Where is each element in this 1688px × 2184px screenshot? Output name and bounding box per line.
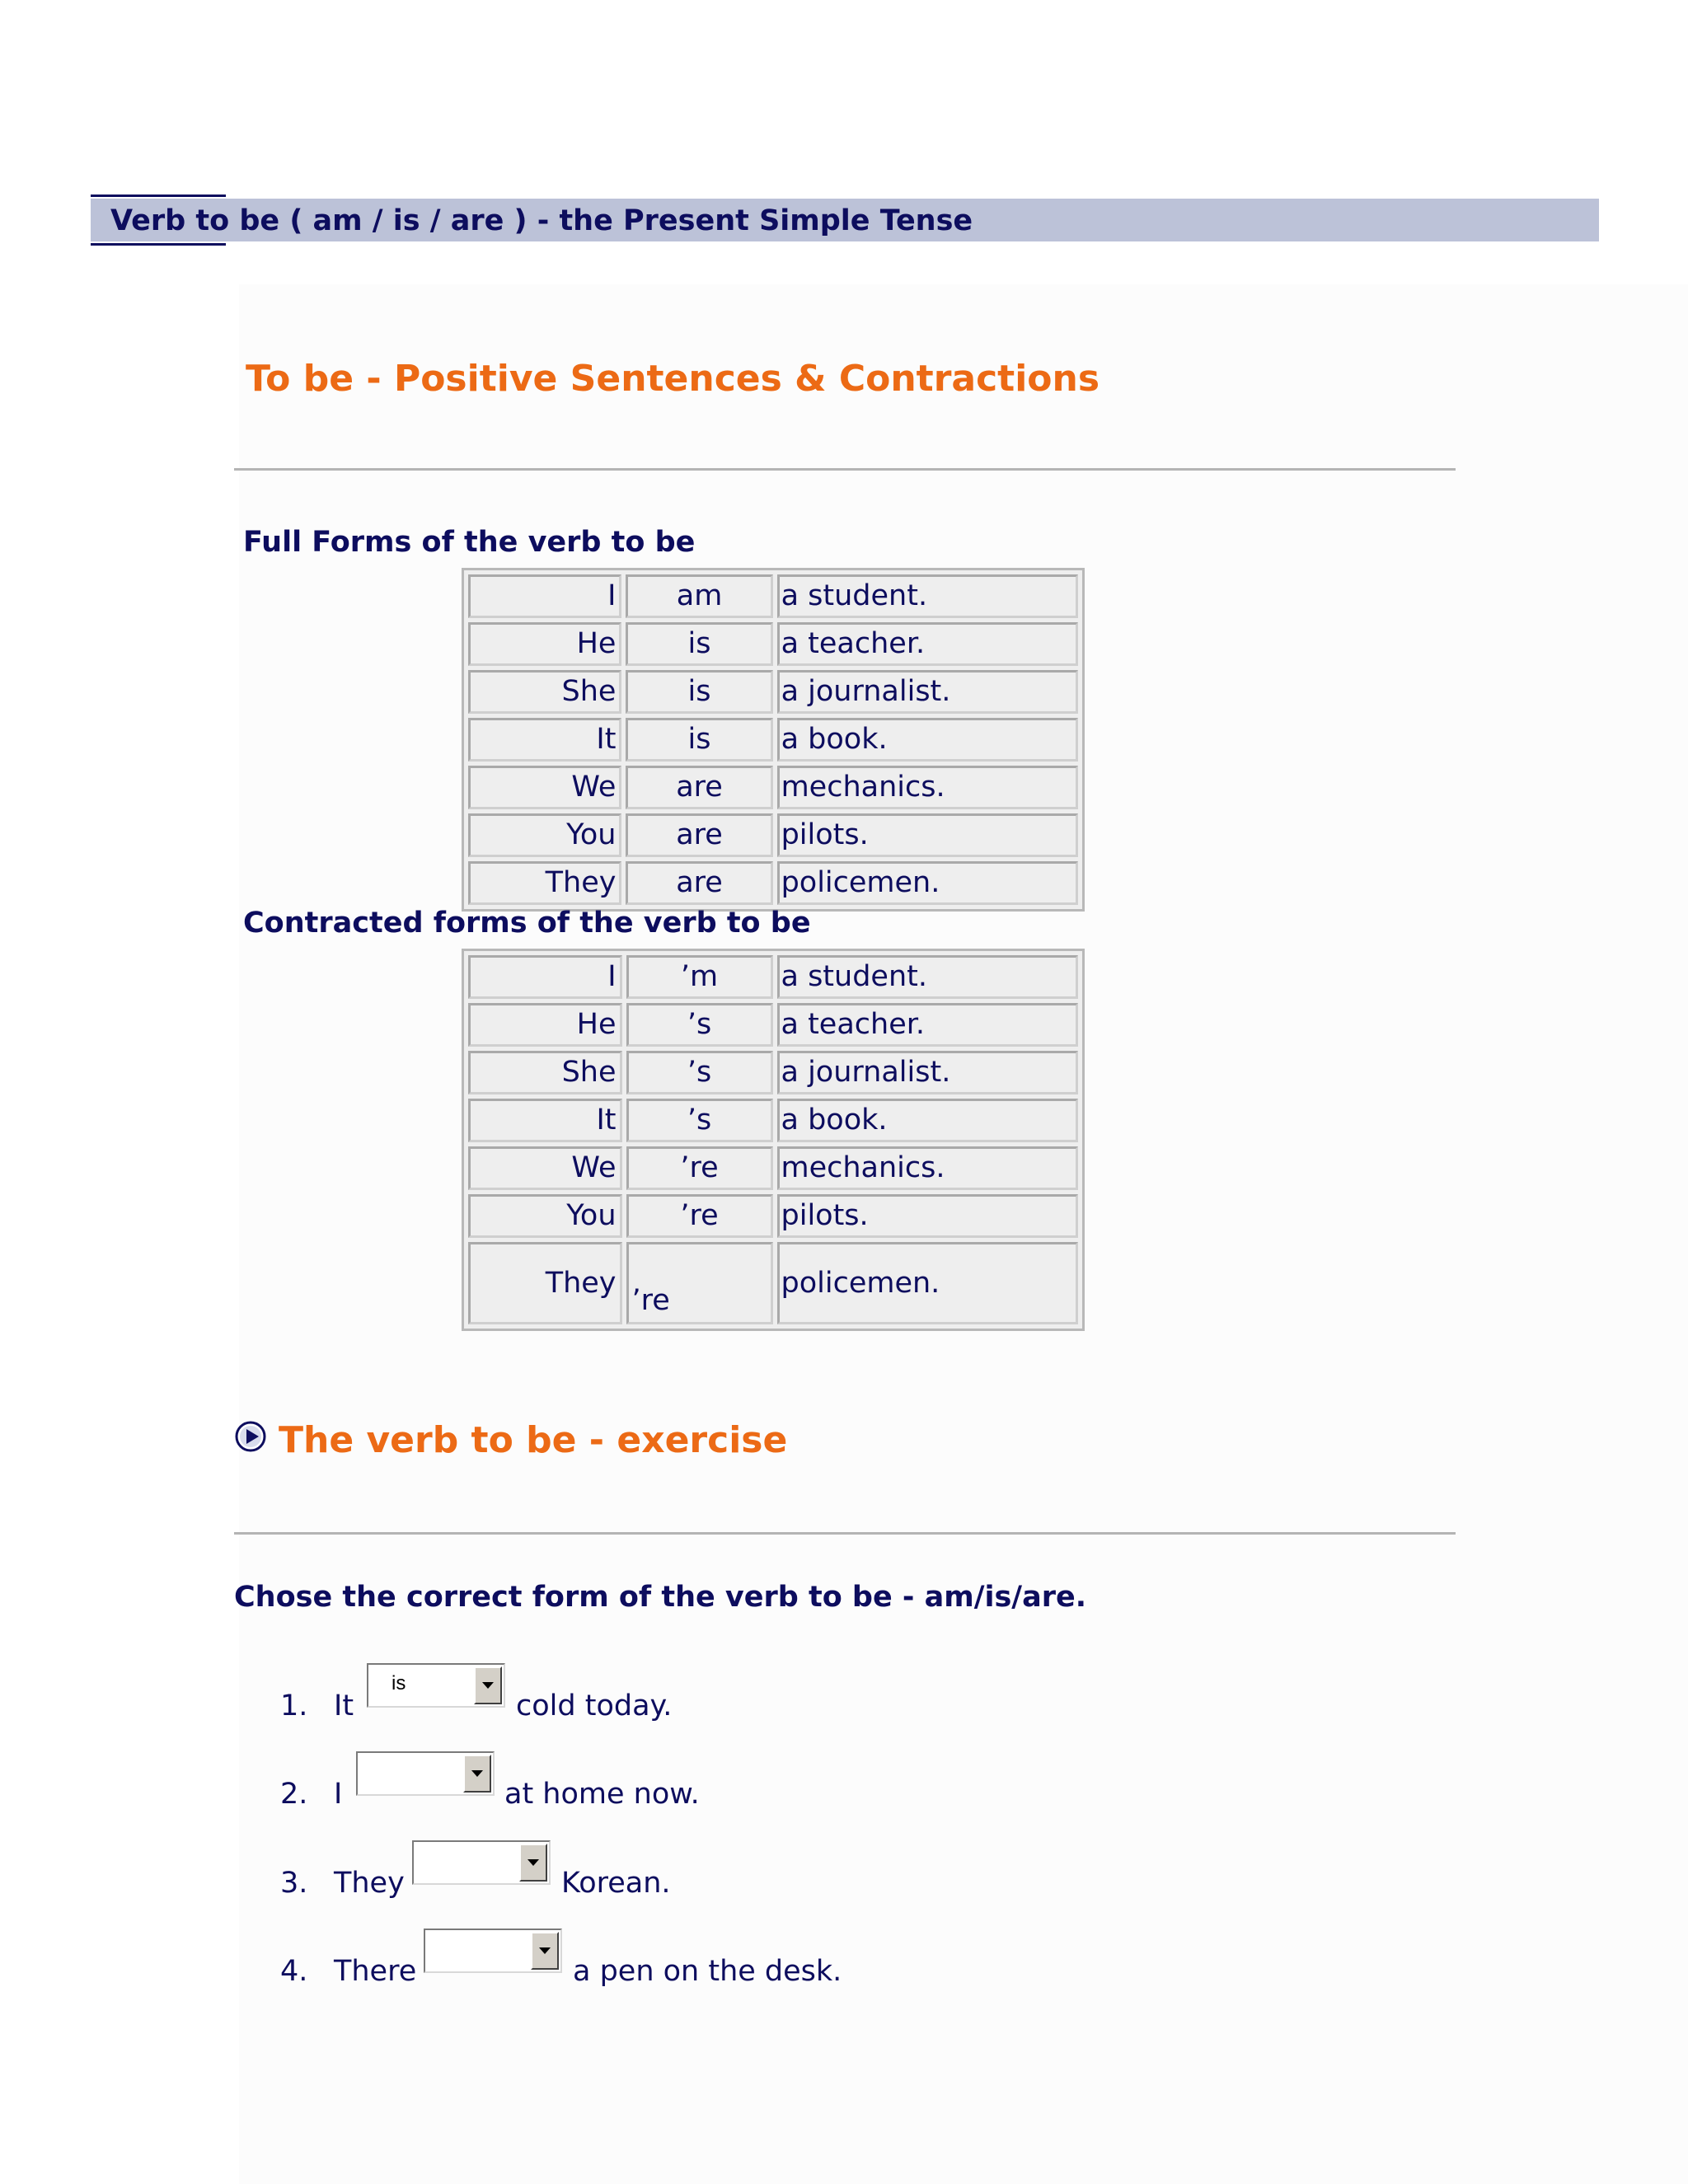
verb-cell: is	[626, 670, 772, 714]
section-divider	[234, 1532, 1456, 1535]
complement-cell: a book.	[777, 718, 1078, 762]
verb-cell: are	[626, 766, 772, 809]
section-title-positive: To be - Positive Sentences & Contractions	[246, 358, 1100, 400]
answer-select[interactable]	[367, 1663, 505, 1708]
subject-cell: It	[468, 1099, 622, 1142]
verb-cell: am	[626, 574, 772, 618]
table-row	[468, 861, 1078, 905]
chevron-down-icon[interactable]	[531, 1932, 559, 1970]
exercise-after-text: Korean.	[561, 1867, 671, 1900]
contracted-forms-heading: Contracted forms of the verb to be	[243, 907, 811, 940]
exercise-before-text: They	[334, 1867, 405, 1900]
verb-cell: ’re	[626, 1146, 773, 1190]
verb-cell: is	[626, 622, 772, 666]
full-forms-heading: Full Forms of the verb to be	[243, 526, 696, 559]
chevron-down-icon[interactable]	[474, 1666, 502, 1704]
exercise-number: 4.	[280, 1955, 308, 1988]
exercise-after-text: a pen on the desk.	[573, 1955, 842, 1988]
answer-select[interactable]	[412, 1840, 551, 1885]
table-row	[468, 670, 1078, 714]
answer-select-value: is	[392, 1672, 406, 1694]
table-row	[468, 1194, 1078, 1238]
exercise-before-text: There	[334, 1955, 417, 1988]
table-row	[468, 766, 1078, 809]
verb-cell: ’s	[626, 1051, 773, 1094]
exercise-after-text: at home now.	[504, 1778, 700, 1811]
table-row	[468, 718, 1078, 762]
complement-cell: a student.	[777, 574, 1078, 618]
exercise-number: 1.	[280, 1690, 308, 1722]
play-circle-icon[interactable]	[234, 1420, 267, 1453]
subject-cell: He	[468, 1003, 622, 1047]
verb-cell: ’s	[626, 1003, 773, 1047]
subject-cell: They	[468, 861, 621, 905]
section-divider	[234, 468, 1456, 471]
complement-cell: a journalist.	[777, 670, 1078, 714]
answer-select[interactable]	[356, 1751, 495, 1796]
table-row	[468, 622, 1078, 666]
complement-cell: pilots.	[777, 1194, 1079, 1238]
chevron-down-icon[interactable]	[519, 1844, 547, 1882]
subject-cell: I	[468, 955, 622, 999]
exercise-instruction: Chose the correct form of the verb to be - am/is/are.	[234, 1581, 1087, 1614]
contracted-forms-table	[462, 949, 1085, 1331]
verb-cell: ’s	[626, 1099, 773, 1142]
subject-cell: We	[468, 766, 621, 809]
complement-cell: a book.	[777, 1099, 1079, 1142]
complement-cell: policemen.	[777, 1242, 1079, 1324]
verb-cell: is	[626, 718, 772, 762]
subject-cell: It	[468, 718, 621, 762]
exercise-number: 3.	[280, 1867, 308, 1900]
table-row	[468, 955, 1078, 999]
table-row	[468, 813, 1078, 857]
table-row	[468, 1146, 1078, 1190]
complement-cell: mechanics.	[777, 1146, 1079, 1190]
subject-cell: They	[468, 1242, 622, 1324]
complement-cell: pilots.	[777, 813, 1078, 857]
exercise-before-text: It	[334, 1690, 354, 1722]
subject-cell: He	[468, 622, 621, 666]
verb-cell: ’re	[626, 1242, 773, 1324]
complement-cell: a teacher.	[777, 1003, 1079, 1047]
verb-cell: ’m	[626, 955, 773, 999]
page-title: Verb to be ( am / is / are ) - the Present Simple Tense	[110, 204, 973, 237]
chevron-down-icon[interactable]	[463, 1755, 491, 1793]
section-title-exercise: The verb to be - exercise	[279, 1419, 788, 1461]
verb-cell: are	[626, 861, 772, 905]
complement-cell: a teacher.	[777, 622, 1078, 666]
table-row	[468, 1242, 1078, 1324]
subject-cell: You	[468, 813, 621, 857]
table-row	[468, 574, 1078, 618]
table-row	[468, 1003, 1078, 1047]
verb-cell: are	[626, 813, 772, 857]
verb-cell: ’re	[626, 1194, 773, 1238]
table-row	[468, 1051, 1078, 1094]
exercise-number: 2.	[280, 1778, 308, 1811]
complement-cell: policemen.	[777, 861, 1078, 905]
subject-cell: She	[468, 1051, 622, 1094]
subject-cell: We	[468, 1146, 622, 1190]
complement-cell: mechanics.	[777, 766, 1078, 809]
answer-select[interactable]	[424, 1929, 562, 1973]
complement-cell: a student.	[777, 955, 1079, 999]
exercise-after-text: cold today.	[516, 1690, 673, 1722]
complement-cell: a journalist.	[777, 1051, 1079, 1094]
full-forms-table	[462, 568, 1085, 912]
subject-cell: She	[468, 670, 621, 714]
subject-cell: You	[468, 1194, 622, 1238]
subject-cell: I	[468, 574, 621, 618]
exercise-before-text: I	[334, 1778, 343, 1811]
table-row	[468, 1099, 1078, 1142]
